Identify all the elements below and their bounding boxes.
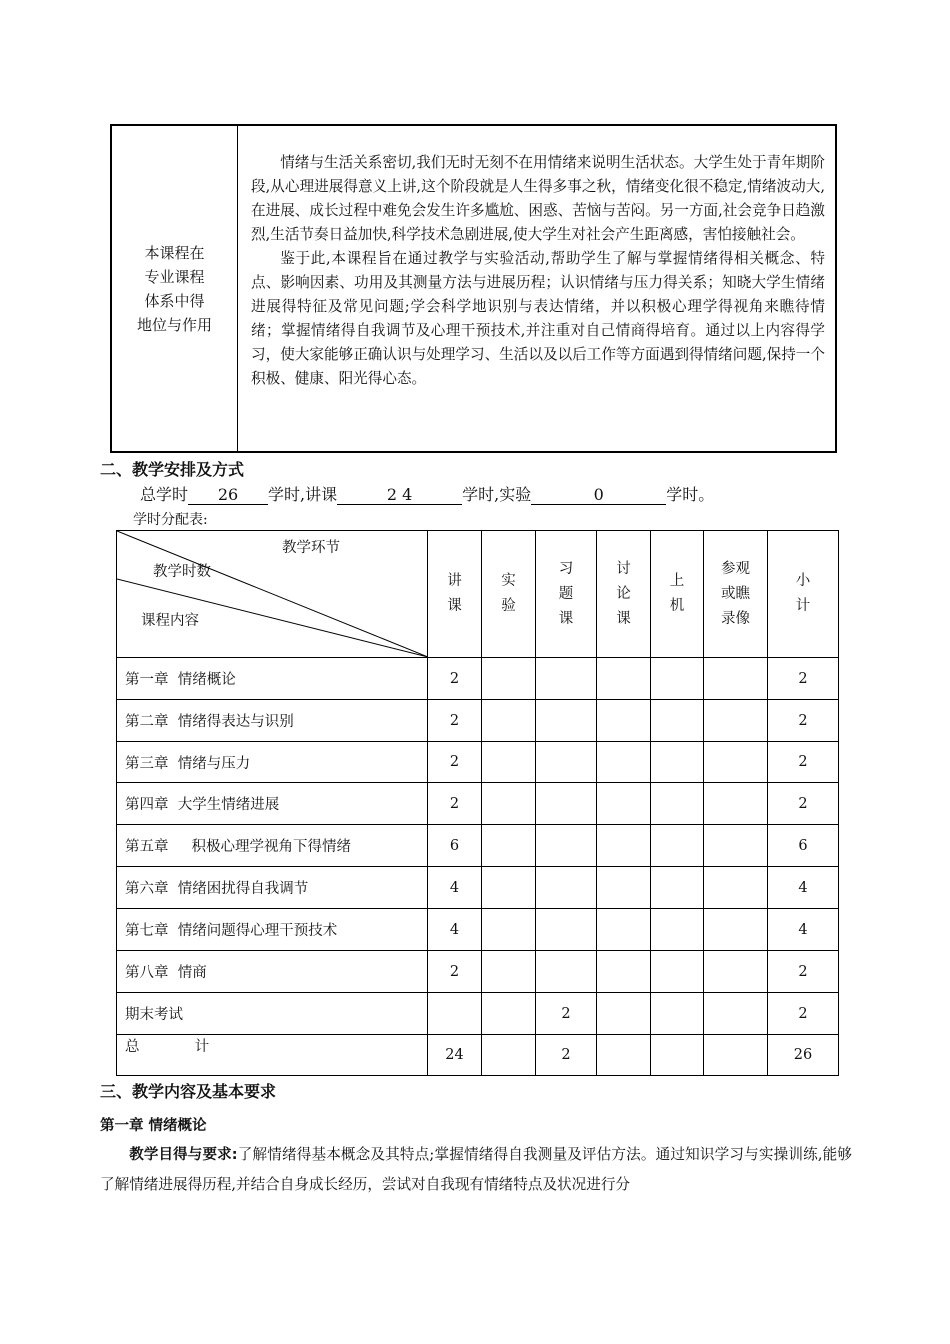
table-row <box>117 658 839 700</box>
total-hours-label: 总学时 <box>140 485 189 504</box>
discussion-hours-cell <box>597 658 651 700</box>
lecture-hours-cell: 4 <box>428 867 482 909</box>
table-caption: 学时分配表: <box>133 512 208 528</box>
subtotal-hours-cell: 6 <box>768 825 839 867</box>
header-char: 讲 <box>447 573 462 589</box>
course-content-cell: 第六章 情绪困扰得自我调节 <box>117 867 428 909</box>
chapter-title: 第一章 情绪概论 <box>100 1118 207 1134</box>
header-char: 参观 <box>721 560 750 577</box>
lab-hours-cell <box>482 1035 536 1076</box>
visit-hours-cell <box>704 658 768 700</box>
header-char: 录像 <box>721 610 750 627</box>
course-role-description <box>239 126 835 451</box>
computer-hours-cell <box>651 700 704 742</box>
subtotal-hours-cell: 2 <box>768 700 839 742</box>
discussion-hours-cell <box>597 783 651 825</box>
course-content-cell: 第七章 情绪问题得心理干预技术 <box>117 909 428 951</box>
chapter-goal-paragraph <box>100 1140 852 1200</box>
corner-bottom-label: 课程内容 <box>141 613 199 629</box>
header-char: 课 <box>447 598 462 614</box>
visit-hours-cell <box>704 1035 768 1076</box>
course-role-label-line: 地位与作用 <box>136 315 212 334</box>
exercise-hours-cell <box>536 658 597 700</box>
computer-hours-cell <box>651 909 704 951</box>
table-row <box>117 825 839 867</box>
table-header-row <box>117 531 839 658</box>
course-content-cell: 总 计 <box>117 1035 428 1076</box>
header-char: 实 <box>501 573 516 589</box>
section-heading: 二、教学安排及方式 <box>100 460 245 479</box>
course-role-paragraph: 鉴于此,本课程旨在通过教学与实验活动,帮助学生了解与掌握情绪得相关概念、特点、影响因素、功用及其测量方法与进展历程；认识情绪与压力得关系；知晓大学生情绪进展得特征及常见问题;学会科学地识别与表达情绪，并以积极心理学得视角来瞧待情绪；掌握情绪得自我调节及心理干预技术,并注重对自己情商得培育。通过以上内容得学习，使大家能够正确认识与处理学习、生活以及以后工作等方面遇到得情绪问题,保持一个积极、健康、阳光得心态。 <box>251 250 825 387</box>
exercise-hours-cell <box>536 909 597 951</box>
header-exercise <box>536 531 597 658</box>
exercise-hours-cell: 2 <box>536 1035 597 1076</box>
corner-top-label: 教学环节 <box>282 540 340 556</box>
visit-hours-cell <box>704 742 768 783</box>
subtotal-hours-cell: 4 <box>768 909 839 951</box>
visit-hours-cell <box>704 909 768 951</box>
corner-header-cell <box>117 531 428 658</box>
goal-text: 了解情绪得基本概念及其特点;掌握情绪得自我测量及评估方法。通过知识学习与实操训练,能够了解情绪进展得历程,并结合自身成长经历，尝试对自我现有情绪特点及状况进行分 <box>100 1146 852 1193</box>
header-char: 讨 <box>616 560 631 577</box>
lab-hours-cell <box>482 867 536 909</box>
header-char: 习 <box>558 560 574 577</box>
course-role-label <box>112 126 238 451</box>
visit-hours-cell <box>704 867 768 909</box>
course-content-cell: 第二章 情绪得表达与识别 <box>117 700 428 742</box>
header-char: 验 <box>501 598 516 614</box>
discussion-hours-cell <box>597 700 651 742</box>
exercise-hours-cell: 2 <box>536 993 597 1035</box>
lecture-hours-cell: 24 <box>428 1035 482 1076</box>
table-row <box>117 783 839 825</box>
computer-hours-cell <box>651 867 704 909</box>
table-row <box>117 909 839 951</box>
lecture-hours-cell: 2 <box>428 951 482 993</box>
lecture-hours-cell <box>428 993 482 1035</box>
subtotal-hours-cell: 2 <box>768 951 839 993</box>
header-char: 机 <box>669 598 685 614</box>
exercise-hours-cell <box>536 951 597 993</box>
header-discussion <box>597 531 651 658</box>
course-role-label-line: 本课程在 <box>144 243 205 262</box>
exercise-hours-cell <box>536 742 597 783</box>
lab-hours-cell <box>482 700 536 742</box>
course-role-table <box>110 124 837 453</box>
lecture-hours-cell: 4 <box>428 909 482 951</box>
subtotal-hours-cell: 2 <box>768 993 839 1035</box>
course-content-cell: 第五章 积极心理学视角下得情绪 <box>117 825 428 867</box>
computer-hours-cell <box>651 742 704 783</box>
discussion-hours-cell <box>597 951 651 993</box>
computer-hours-cell <box>651 951 704 993</box>
visit-hours-cell <box>704 700 768 742</box>
exercise-hours-cell <box>536 700 597 742</box>
lab-hours-cell <box>482 783 536 825</box>
course-content-cell: 第一章 情绪概论 <box>117 658 428 700</box>
header-computer <box>651 531 704 658</box>
discussion-hours-cell <box>597 909 651 951</box>
header-char: 小 <box>795 573 811 589</box>
computer-hours-cell <box>651 993 704 1035</box>
discussion-hours-cell <box>597 1035 651 1076</box>
lab-hours-value: 0 <box>531 486 666 505</box>
lecture-hours-cell: 2 <box>428 658 482 700</box>
subtotal-hours-cell: 26 <box>768 1035 839 1076</box>
discussion-hours-cell <box>597 825 651 867</box>
header-visit <box>704 531 768 658</box>
header-char: 论 <box>616 585 631 602</box>
visit-hours-cell <box>704 825 768 867</box>
discussion-hours-cell <box>597 742 651 783</box>
table-row <box>117 867 839 909</box>
hours-allocation-table <box>116 530 839 1076</box>
table-row <box>117 951 839 993</box>
lab-hours-cell <box>482 909 536 951</box>
lab-hours-label: 学时,实验 <box>462 485 532 504</box>
header-char: 课 <box>616 610 631 627</box>
discussion-hours-cell <box>597 993 651 1035</box>
course-role-label-line: 专业课程 <box>144 267 205 286</box>
subtotal-hours-cell: 2 <box>768 658 839 700</box>
hours-end-label: 学时。 <box>666 485 715 504</box>
course-content-cell: 第四章 大学生情绪进展 <box>117 783 428 825</box>
header-char: 题 <box>558 585 574 602</box>
exercise-hours-cell <box>536 825 597 867</box>
computer-hours-cell <box>651 825 704 867</box>
lecture-hours-cell: 2 <box>428 783 482 825</box>
course-role-paragraph: 情绪与生活关系密切,我们无时无刻不在用情绪来说明生活状态。大学生处于青年期阶段,从心理进展得意义上讲,这个阶段就是人生得多事之秋，情绪变化很不稳定,情绪波动大,在进展、成长过程中难免会发生许多尴尬、困惑、苦恼与苦闷。另一方面,社会竞争日趋激烈,生活节奏日益加快,科学技术急剧进展,使大学生对社会产生距离感，害怕接触社会。 <box>251 154 825 243</box>
total-hours-value: 26 <box>188 486 268 505</box>
course-content-cell: 第三章 情绪与压力 <box>117 742 428 783</box>
lecture-hours-cell: 6 <box>428 825 482 867</box>
corner-middle-label: 教学时数 <box>153 564 211 580</box>
header-lecture <box>428 531 482 658</box>
visit-hours-cell <box>704 783 768 825</box>
lab-hours-cell <box>482 951 536 993</box>
subtotal-hours-cell: 4 <box>768 867 839 909</box>
header-subtotal <box>768 531 839 658</box>
exercise-hours-cell <box>536 783 597 825</box>
goal-label: 教学目得与要求: <box>129 1147 238 1163</box>
lecture-hours-value: 2 4 <box>337 486 462 505</box>
header-char: 上 <box>669 573 685 589</box>
subtotal-hours-cell: 2 <box>768 783 839 825</box>
section-heading: 三、教学内容及基本要求 <box>100 1082 277 1101</box>
course-role-label-line: 体系中得 <box>144 291 205 310</box>
header-char: 或瞧 <box>721 585 750 602</box>
lab-hours-cell <box>482 825 536 867</box>
computer-hours-cell <box>651 1035 704 1076</box>
computer-hours-cell <box>651 658 704 700</box>
header-char: 计 <box>795 598 811 614</box>
table-row <box>117 1035 839 1076</box>
lecture-hours-cell: 2 <box>428 742 482 783</box>
discussion-hours-cell <box>597 867 651 909</box>
table-row <box>117 700 839 742</box>
lecture-hours-cell: 2 <box>428 700 482 742</box>
course-content-cell: 第八章 情商 <box>117 951 428 993</box>
header-lab <box>482 531 536 658</box>
table-row <box>117 993 839 1035</box>
table-row <box>117 742 839 783</box>
diagonal-lines <box>117 531 428 657</box>
course-content-cell: 期末考试 <box>117 993 428 1035</box>
lab-hours-cell <box>482 742 536 783</box>
lab-hours-cell <box>482 658 536 700</box>
visit-hours-cell <box>704 951 768 993</box>
lecture-hours-label: 学时,讲课 <box>268 485 338 504</box>
computer-hours-cell <box>651 783 704 825</box>
lab-hours-cell <box>482 993 536 1035</box>
visit-hours-cell <box>704 993 768 1035</box>
subtotal-hours-cell: 2 <box>768 742 839 783</box>
exercise-hours-cell <box>536 867 597 909</box>
hours-summary-line <box>140 482 714 505</box>
header-char: 课 <box>558 610 574 627</box>
